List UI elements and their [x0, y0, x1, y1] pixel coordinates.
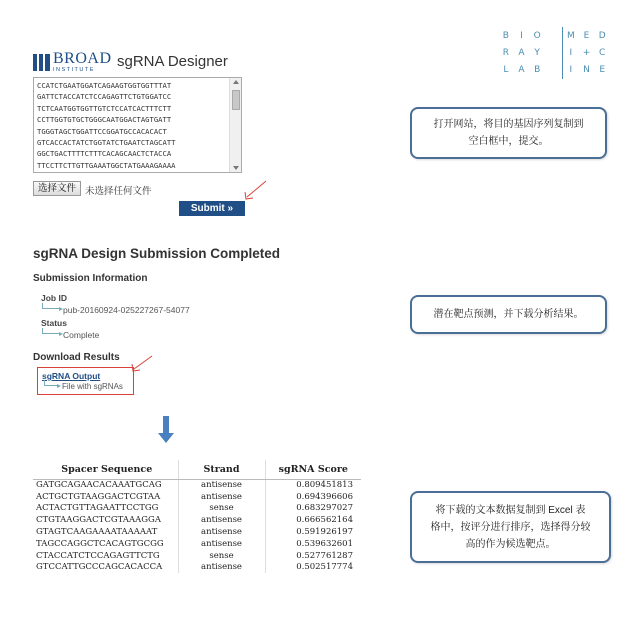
red-arrow-icon [130, 355, 154, 373]
score-cell: 0.502517774 [296, 562, 353, 573]
callout-line: 高的作为候选靶点。 [465, 538, 556, 550]
table-row [33, 538, 361, 550]
spacer-cell: TAGCCAGGCTCACAGTGCGG [36, 538, 164, 549]
sequence-text [37, 80, 175, 171]
download-results-heading: Download Results [33, 352, 120, 363]
strand-cell: antisense [178, 526, 265, 538]
down-arrow-icon [158, 416, 174, 444]
brand-letter: E [583, 30, 590, 41]
brand-letter: D [598, 30, 606, 41]
spacer-cell: GTCCATTGCCCAGCACACCA [36, 562, 163, 573]
spacer-cell: CTACCATCTCCAGAGTTCTG [36, 550, 160, 561]
score-cell: 0.683297027 [296, 503, 353, 514]
biomed-brand-grid [498, 27, 610, 79]
brand-letter: A [518, 64, 525, 75]
score-cell: 0.694396606 [296, 491, 353, 502]
table-row [33, 479, 361, 491]
brand-letter: A [518, 47, 525, 58]
strand-cell: antisense [178, 562, 265, 574]
brand-row-3 [498, 61, 610, 78]
table-row [33, 562, 361, 574]
brand-letter: C [599, 47, 606, 58]
scroll-down-icon[interactable] [233, 166, 239, 170]
job-id-value: pub-20160924-025227267-54077 [63, 305, 190, 315]
spacer-cell: GTAGTCAAGAAAATAAAAAT [36, 527, 158, 538]
logo-broad-word: BROAD [53, 50, 112, 67]
table-row [33, 550, 361, 562]
callout-line: 格中，按评分进行排序，选择得分较 [430, 521, 591, 533]
callout-step-1 [410, 107, 607, 159]
callout-step-3 [410, 491, 611, 563]
spacer-cell: GATGCAGAACACAAATGCAG [36, 480, 162, 491]
score-cell: 0.527761287 [296, 550, 353, 561]
choose-file-button[interactable]: 选择文件 [33, 181, 81, 196]
brand-letter: N [583, 64, 590, 75]
submit-button[interactable]: Submit » [179, 201, 245, 216]
sequence-input[interactable] [33, 77, 242, 173]
callout-line: 空白框中，提交。 [468, 136, 549, 147]
table-header-row [33, 460, 361, 479]
brand-letter: B [502, 30, 509, 41]
completed-heading: sgRNA Design Submission Completed [33, 246, 281, 261]
logo-institute-word: INSTITUTE [53, 67, 95, 73]
brand-letter: Y [534, 47, 540, 58]
brand-letter: + [582, 47, 591, 58]
brand-letter: E [599, 64, 606, 75]
header-spacer-sequence: Spacer Sequence [33, 460, 178, 479]
status-label: Status [41, 318, 67, 328]
header-sgrna-score: sgRNA Score [265, 460, 361, 479]
spacer-cell: ACTACTGTTAGAATTCCTGG [36, 503, 159, 514]
red-arrow-icon [242, 180, 268, 202]
brand-divider [562, 27, 563, 79]
broad-logo-text [53, 51, 112, 74]
brand-letter: I [569, 47, 573, 58]
tree-connector-icon [42, 303, 60, 309]
sequence-line: CCATCTGAATGGATCAGAAGTGGTGGTTTAT [37, 81, 172, 90]
scroll-up-icon[interactable] [233, 80, 239, 84]
score-cell: 0.666562164 [296, 515, 353, 526]
results-table [33, 460, 361, 573]
strand-cell: antisense [178, 491, 265, 503]
brand-row-2 [498, 44, 610, 61]
file-status-text: 未选择任何文件 [85, 186, 152, 197]
brand-letter: L [503, 64, 509, 75]
brand-row-1 [498, 27, 610, 44]
sequence-scrollbar[interactable] [229, 78, 241, 172]
app-title: sgRNA Designer [117, 53, 228, 70]
sgrna-output-link[interactable]: sgRNA Output [42, 371, 101, 381]
strand-cell: sense [178, 503, 265, 515]
brand-letter: B [534, 64, 541, 75]
score-cell: 0.591926197 [296, 527, 353, 538]
sequence-line: TGGGTAGCTGGATTCCGGATGCCACACACT [37, 126, 167, 136]
callout-line: 将下载的文本数据复制到 Excel 表 [435, 504, 586, 516]
strand-cell: antisense [178, 538, 265, 550]
sequence-line: GTCACCACTATCTGGTATCTGAATCTAGCATT [37, 138, 176, 148]
sequence-line: GATTCTACCATCTCCAGAGTTCTGTGGATCC [37, 92, 172, 102]
spacer-cell: ACTGCTGTAAGGACTCGTAA [36, 491, 161, 502]
brand-letter: O [533, 30, 541, 41]
spacer-cell: CTGTAAGGACTCGTAAAGGA [36, 515, 161, 526]
table-row [33, 503, 361, 515]
table-row [33, 514, 361, 526]
table-row [33, 491, 361, 503]
strand-cell: antisense [178, 479, 265, 491]
sequence-line: GGCTGACTTTTCTTTCACAGCAACTCTACCA [37, 149, 172, 159]
status-value: Complete [63, 330, 100, 340]
callout-line: 打开网站，将目的基因序列复制到 [433, 119, 584, 130]
table-row [33, 526, 361, 538]
callout-line: 潜在靶点预测，并下载分析结果。 [433, 309, 584, 320]
sequence-line: TCTCAATGGTGGTTGTCTCCATCACTTTCTT [37, 103, 172, 113]
strand-cell: antisense [178, 514, 265, 526]
score-cell: 0.539632601 [296, 538, 353, 549]
brand-letter: R [502, 47, 509, 58]
broad-logo [33, 51, 112, 74]
strand-cell: sense [178, 550, 265, 562]
brand-letter: I [520, 30, 523, 41]
header-strand: Strand [178, 460, 265, 479]
tree-connector-icon [44, 380, 58, 386]
job-id-label: Job ID [41, 293, 67, 303]
broad-logo-icon [33, 54, 50, 71]
scroll-thumb[interactable] [232, 90, 240, 110]
brand-letter: M [566, 30, 575, 41]
sequence-line: TTCCTTCTTGTTGAAATGGCTATGAAAGAAAA [37, 160, 176, 170]
callout-step-2 [410, 295, 607, 334]
sequence-line: CCTTGGTGTGCTGGGCAATGGACTAGTGATT [37, 115, 172, 125]
score-cell: 0.809451813 [296, 480, 353, 491]
submission-info-heading: Submission Information [33, 273, 148, 284]
brand-letter: I [569, 64, 573, 75]
download-file-description: File with sgRNAs [62, 382, 123, 391]
tree-connector-icon [42, 328, 60, 334]
